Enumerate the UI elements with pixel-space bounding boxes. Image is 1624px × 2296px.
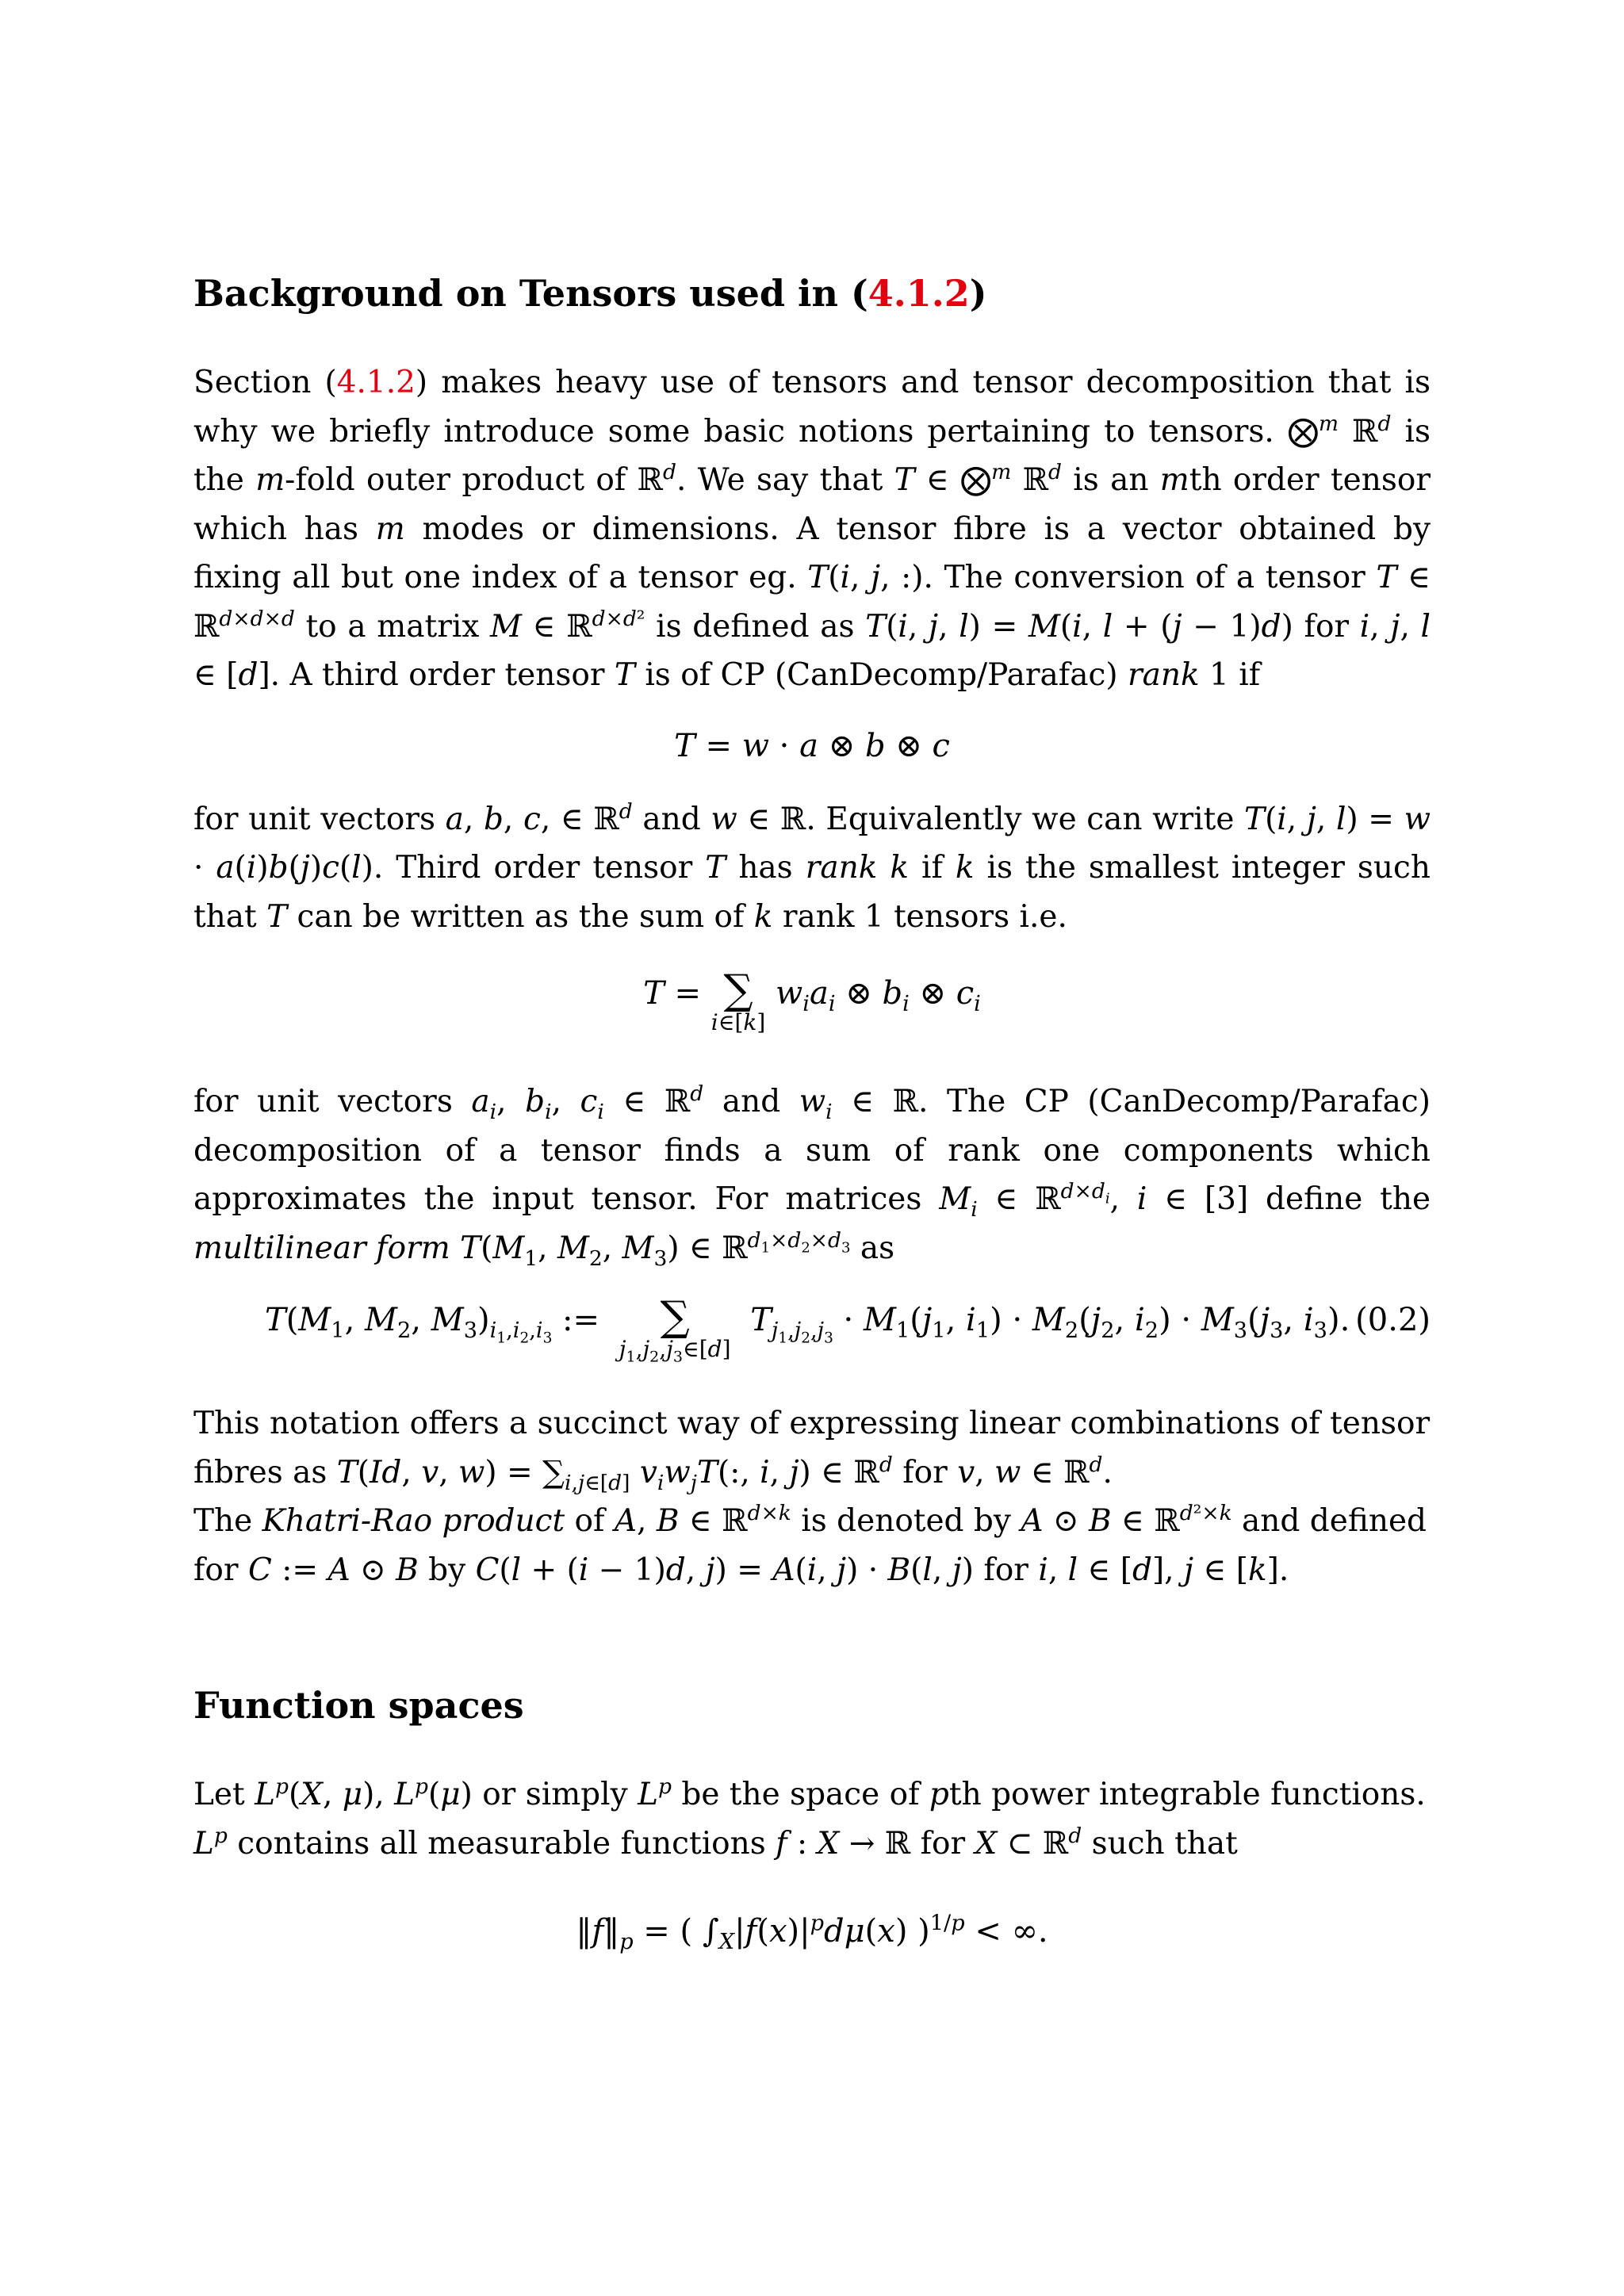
section-ref-link[interactable]: 4.1.2 — [336, 365, 416, 400]
paragraph-tensor-intro: Section (4.1.2) makes heavy use of tensors and tensor decomposition that is why we briefly introduce some basic notions pertaining to tensors. ⨂$^m$ ℝ$^d$ is the m-fold outer product of ℝ$^d$. We say that T ∈ ⨂$^m$ ℝ$^d$ is an mth order tensor which has m modes or dimensions. A tensor fibre is a vector obtained by fixing all but one index of a tensor eg. T(i, j, :). The conversion of a tensor T ∈ ℝ$^{d\times d\times d}$ to a matrix M ∈ ℝ$^{d\times d^2}$ is defined as T(i, j, l) = M(i, l + (j − 1)d) for i, j, l ∈ [d]. A third order tensor T is of CP (CanDecomp/Parafac) rank 1 if — [193, 365, 1431, 693]
paragraph-cp-decomposition: for unit vectors $a_i$, $b_i$, $c_i$ ∈ ℝ$^d$ and $w_i$ ∈ ℝ. The CP (CanDecomp/Parafac) decomposition of a tensor finds a sum of rank one components which approximates the input tensor. For matrices $M_i$ ∈ ℝ$^{d\times d_i}$, i ∈ [3] define the multilinear form $T(M_1$, $M_2$, $M_3$) ∈ ℝ$^{d_1\times d_2\times d_3}$ as — [193, 1081, 1431, 1271]
paragraph-notation: This notation offers a succinct way of expressing linear combinations of tensor fibres as T(Id, v, $w) = \sum_{i,j\in[d]}$ $v_iw_jT$(:, i, j) ∈ ℝ$^d$ for v, w ∈ ℝ$^d$. The Khatri-Rao product of A, B ∈ ℝ$^{d\times k}$ is denoted by A ⊙ B ∈ ℝ$^{d^2\times k}$ and defined for C := A ⊙ B by C(l + (i − 1)d, j) = A(i, j) · B(l, j) for i, l ∈ [d], j ∈ [k]. — [193, 1406, 1431, 1588]
equation-multilinear-form: $T(M_1$, $M_2$, $M_3)_{i_1,i_2,i_3}$ := ∑ $j_1,j_2,j_3\in[d]$ $T_{j_1,j_2,j_3} \cdot M_1(j_1$, $i_1) \cdot M_2(j_2$, $i_2) \cdot M_3(j_3$, $i_3$). (0.2) — [265, 1293, 1431, 1366]
equation-rank-k-sum: T = ∑ i∈[k] $w_ia_i$ ⊗ $b_i$ ⊗ $c_i$ — [643, 966, 981, 1035]
equation-rank-one: T = w · a ⊗ b ⊗ c — [674, 727, 950, 764]
section-ref-link[interactable]: 4.1.2 — [868, 272, 970, 315]
section-title-tensors: Background on Tensors used in (4.1.2) — [193, 272, 987, 315]
page — [193, 270, 1431, 1955]
paragraph-rank-k: for unit vectors a, b, c, ∈ ℝ$^d$ and w ∈ ℝ. Equivalently we can write T(i, j, l) = w · a(i)b(j)c(l). Third order tensor T has rank k if k is the smallest integer such that T can be written as the sum of k rank 1 tensors i.e. — [193, 798, 1431, 935]
section-title-function-spaces: Function spaces — [193, 1684, 524, 1727]
equation-number: (0.2) — [1355, 1302, 1431, 1338]
paragraph-lp-spaces: Let $L^p(X$, μ), $L^p(\mu)$ or simply $L^p$ be the space of pth power integrable functions. $L^p$ contains all measurable functions f : X → ℝ for X ⊂ ℝ$^d$ such that — [193, 1774, 1426, 1862]
equation-lp-norm: $‖f‖_p$ = ( $\int_X|f(x)|^pd\mu(x) )^{1/p}$ < ∞. — [576, 1911, 1048, 1954]
